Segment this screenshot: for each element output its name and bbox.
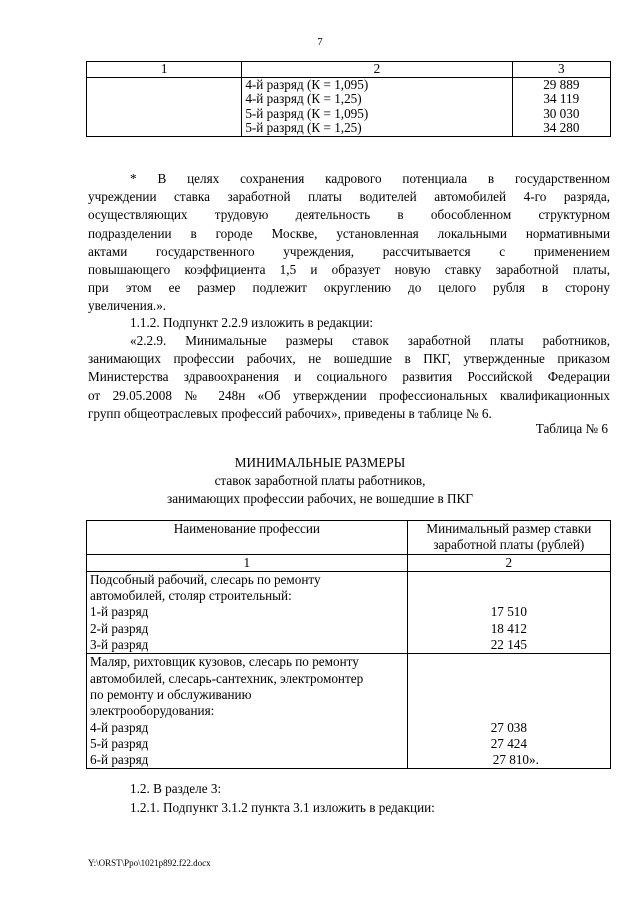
quote-paragraph <box>88 332 610 423</box>
item-1-2 <box>88 780 610 798</box>
group-title-line: электрооборудования: <box>90 703 215 719</box>
grade-label: 3-й разряд <box>90 637 149 653</box>
group-title-line: Подсобный рабочий, слесарь по ремонту <box>90 571 321 587</box>
text-line: учреждении ставка заработной платы водителей автомобилей 4-го разряда, <box>88 189 610 205</box>
rate-value: 17 510 <box>490 604 527 620</box>
text-line: 1.2. В разделе 3: <box>130 781 222 796</box>
text-line: актами государственного учреждения, рассчитывается с применением <box>88 243 610 259</box>
item-1-1-2 <box>88 314 610 332</box>
col-header-1: 1 <box>87 62 242 78</box>
text-line: повышающего коэффициента 1,5 и образует новую ставку заработной платы, <box>88 262 610 278</box>
grade-label: 4-й разряд (К = 1,25) <box>245 91 362 106</box>
header-line: Минимальный размер ставки <box>426 521 592 536</box>
rate-value: 18 412 <box>490 620 527 636</box>
table-header-row <box>87 521 611 555</box>
header-line: заработной платы (рублей) <box>433 537 585 553</box>
grade-label: 5-й разряд (К = 1,095) <box>245 105 369 121</box>
col-header-rate <box>407 521 610 555</box>
table-header-row <box>87 62 611 78</box>
text-line: подразделении в городе Москве, установленная локальными нормативными <box>88 225 610 241</box>
rate-values-cell <box>407 654 610 769</box>
grade-label: 6-й разряд <box>90 752 149 768</box>
item-1-2-1 <box>88 799 610 817</box>
rates-table-continued <box>86 61 611 137</box>
rate-value: 22 145 <box>490 637 527 653</box>
empty-cell <box>87 77 242 136</box>
rate-values-cell <box>407 571 610 653</box>
table-subtitle: ставок заработной платы работников, <box>214 473 426 488</box>
col-number-1: 1 <box>87 554 408 571</box>
footer-file-path: Y:\ORST\Ppo\1021p892.f22.docx <box>88 858 211 868</box>
group-title-line: автомобилей, столяр строительный: <box>90 588 292 604</box>
grade-label: 4-й разряд (К = 1,095) <box>245 76 369 92</box>
text-line: занимающих профессии рабочих, не вошедшие в ПКГ, утвержденные приказом <box>88 351 610 367</box>
text-line: 1.1.2. Подпункт 2.2.9 изложить в редакции: <box>130 315 374 330</box>
rate-value: 29 889 <box>543 76 580 92</box>
group-title-line: автомобилей, слесарь-сантехник, электромонтер <box>90 670 364 686</box>
rate-value: 27 424 <box>490 735 527 751</box>
text-line: Министерства здравоохранения и социального развития Российской Федерации <box>88 369 610 385</box>
text-line: «2.2.9. Минимальные размеры ставок заработной платы работников, <box>130 333 610 348</box>
rate-value: 27 038 <box>490 719 527 735</box>
grade-label: 5-й разряд <box>90 735 149 751</box>
rate-value: 30 030 <box>543 105 580 121</box>
table-row <box>87 654 611 769</box>
table-label: Таблица № 6 <box>535 421 608 436</box>
rate-values-cell <box>512 77 610 136</box>
table-row <box>87 77 611 136</box>
table-subtitle: занимающих профессии рабочих, не вошедшие в ПКГ <box>167 491 473 506</box>
footnote-paragraph <box>88 170 610 316</box>
page-number: 7 <box>317 36 323 48</box>
col-header-profession: Наименование профессии <box>87 521 408 555</box>
rate-value: 27 810». <box>492 752 539 768</box>
col-header-2: 2 <box>242 62 512 78</box>
text-line: от 29.05.2008 № 248н «Об утверждении профессиональных квалификационных <box>88 387 610 403</box>
table-row <box>87 571 611 653</box>
rate-value: 34 119 <box>543 91 580 106</box>
text-line: осуществляющих трудовую деятельность в обособленном структурном <box>88 207 610 223</box>
col-number-2: 2 <box>407 554 610 571</box>
table-number-row <box>87 554 611 571</box>
table-title: МИНИМАЛЬНЫЕ РАЗМЕРЫ <box>234 455 406 470</box>
profession-group-cell <box>87 654 408 769</box>
text-line: групп общеотраслевых профессий рабочих», приведены в таблице № 6. <box>88 405 492 421</box>
text-line: увеличения.». <box>88 298 167 314</box>
rate-value: 34 280 <box>543 120 580 135</box>
profession-group-cell <box>87 571 408 653</box>
grade-label: 5-й разряд (К = 1,25) <box>245 120 362 135</box>
grade-label: 2-й разряд <box>90 620 149 636</box>
grade-labels-cell <box>242 77 512 136</box>
grade-label: 4-й разряд <box>90 719 149 735</box>
text-line: при этом ее размер подлежит округлению до целого рубля в сторону <box>88 280 610 296</box>
minimum-rates-table <box>86 520 611 769</box>
grade-label: 1-й разряд <box>90 604 149 620</box>
text-line: 1.2.1. Подпункт 3.1.2 пункта 3.1 изложить в редакции: <box>130 800 435 815</box>
group-title-line: по ремонту и обслуживанию <box>90 686 252 702</box>
col-header-3: 3 <box>512 62 610 78</box>
group-title-line: Маляр, рихтовщик кузовов, слесарь по ремонту <box>90 654 359 670</box>
text-line: * В целях сохранения кадрового потенциала в государственном <box>130 171 610 186</box>
